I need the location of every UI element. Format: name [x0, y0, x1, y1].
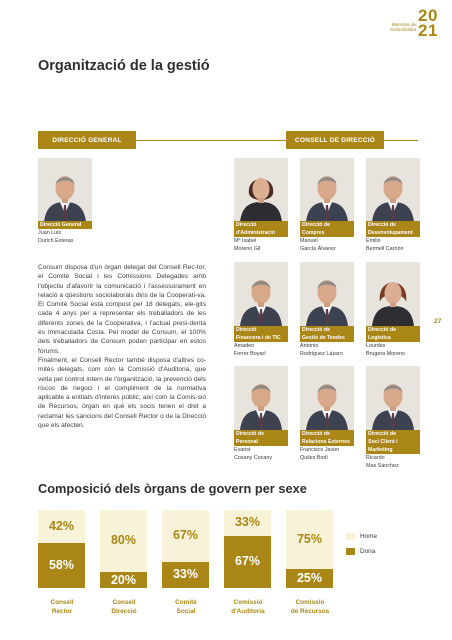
person-name — [300, 342, 343, 358]
role-label: Direcció de — [234, 430, 288, 438]
bar-stack — [38, 510, 85, 588]
legend-home — [346, 533, 377, 540]
person-name — [234, 237, 260, 253]
portrait-juan-luis-durich — [38, 158, 92, 222]
report-year-bottom: 21 — [418, 21, 438, 40]
portrait-emilio-bermell — [366, 158, 420, 222]
x-axis-label: Comitè Social — [175, 599, 197, 615]
person-name — [234, 446, 272, 462]
x-axis-label: Comissió de Recursos — [290, 599, 330, 615]
person-first-name: Evarist — [234, 447, 251, 453]
chart-title: Composició dels òrgans de govern per sexe — [38, 481, 307, 496]
role-label: Direcció — [234, 221, 288, 229]
role-label: Desenvolupament — [366, 229, 420, 237]
person-first-name: Emilio — [366, 238, 381, 244]
page-number: 27 — [434, 318, 442, 325]
person-last-name: Bermell Carrión — [366, 246, 404, 252]
gender-composition-chart — [38, 510, 338, 615]
direccio-general-bar: DIRECCIÓ GENERAL — [38, 131, 136, 149]
legend-label-dona: Dona — [360, 548, 376, 555]
portrait-ricardo-mas — [366, 366, 420, 430]
role-label: Direcció de — [366, 430, 420, 438]
role-label: Compres — [300, 229, 354, 237]
x-axis-label: Consell Direcció — [111, 599, 137, 615]
data-label-dona: 33% — [172, 567, 199, 581]
bar-stack — [100, 510, 147, 588]
role-label: Financera i de TIC — [234, 334, 288, 342]
x-axis-label: Consell Rector — [50, 599, 74, 615]
person-last-name: Cosany Cocany — [234, 455, 273, 461]
role-label: Direcció de — [300, 430, 354, 438]
paragraph-comites-delegats: Finalment, el Consell Rector també disposa d'altres co-mitès delegats, com són la Comissió d'Auditoria, que vetla pel control intern de l'organització, la prevenció dels riscos de negoci i el compliment de la normativa aplicable a entitats d'interés públic; així com la Comis-sió de Recursos, òrgan en què els socis tenen el dret a reclamar les sancions del Consell Rector o de la Direcció que els afecten. — [38, 357, 206, 430]
data-label-home: 33% — [234, 515, 261, 529]
data-label-home: 42% — [48, 518, 75, 533]
person-name — [38, 229, 73, 245]
portrait-amadeo-ferrer — [234, 262, 288, 326]
person-last-name: García Álvarez — [300, 246, 336, 252]
role-label: Direcció de — [366, 221, 420, 229]
portrait-lourdes-brugera — [366, 262, 420, 326]
paragraph-comite-social: Consum disposa d'un òrgan delegat del Consell Rec-tor, el Comitè Social i les Comissions Delegades amb l'objectiu d'afavorir la comunicació i l'assessorament en relació a qüestions sociolaborals dins de la Cooperati-va. El Comitè Social està compost per 18 delegats, ele-gits cada 4 anys per a representar els treballadors de les diferents zones de la Cooperativa, i l'actual presi-denta és Immaculada Costa. Pel model de Consum, el 100% dels treballadors de Consum poden participar en estos fòrums. — [38, 264, 206, 355]
role-label: Gestió de Tendes — [300, 334, 354, 342]
role-label: Direcció de — [300, 221, 354, 229]
person-first-name: Ricardo — [366, 455, 385, 461]
person-name — [234, 342, 266, 358]
person-first-name: Francisco Javier — [300, 447, 340, 453]
role-label: Soci Client i — [366, 438, 420, 446]
x-axis-label: Comissió d'Auditoria — [231, 599, 265, 615]
legend-label-home: Home — [360, 533, 378, 540]
data-label-dona: 58% — [48, 557, 75, 572]
role-label: Direcció General — [38, 221, 92, 229]
person-last-name: Quiles Bodí — [300, 455, 328, 461]
person-first-name: Antonio — [300, 343, 319, 349]
role-label: Direcció — [234, 326, 288, 334]
role-label: d'Administració — [234, 229, 288, 237]
person-name — [300, 237, 336, 253]
person-last-name: Durich Esteras — [38, 238, 74, 244]
data-label-home: 75% — [296, 531, 323, 546]
report-year-top: 20 — [418, 6, 438, 25]
portrait-isabel-moreno — [234, 158, 288, 222]
role-label: Direcció de — [300, 326, 354, 334]
person-last-name: Ferrer Boyarí — [234, 351, 266, 357]
person-last-name: Rodríguez Lázaro — [300, 351, 343, 357]
person-name — [366, 342, 405, 358]
person-last-name: Moreno Gil — [234, 246, 261, 252]
role-label: Marketing — [366, 446, 420, 454]
role-label: Logística — [366, 334, 420, 342]
data-label-dona: 67% — [234, 554, 261, 568]
consell-direccio-bar: CONSELL DE DIRECCIÓ — [286, 131, 384, 149]
portrait-antonio-rodriguez — [300, 262, 354, 326]
portrait-manuel-garcia — [300, 158, 354, 222]
portrait-evarist-cosany — [234, 366, 288, 430]
data-label-home: 80% — [110, 533, 137, 547]
person-name — [366, 237, 403, 253]
person-name — [366, 454, 399, 470]
bar-stack — [224, 510, 271, 588]
person-name — [300, 446, 339, 462]
person-last-name: Brugera Moreno — [366, 351, 405, 357]
data-label-dona: 25% — [296, 570, 323, 585]
bar-stack — [162, 510, 209, 588]
report-label-line2: Sostenibilitat — [389, 27, 416, 33]
person-first-name: Lourdes — [366, 343, 386, 349]
legend-swatch-dona — [346, 548, 355, 555]
report-year — [418, 8, 438, 38]
portrait-francisco-quiles — [300, 366, 354, 430]
person-first-name: Juan Luis — [38, 230, 62, 236]
role-label: Direcció de — [366, 326, 420, 334]
data-label-dona: 20% — [110, 573, 137, 587]
person-last-name: Mas Sánchez — [366, 463, 399, 469]
person-first-name: Manuel — [300, 238, 318, 244]
role-label: Relacions Externes — [300, 438, 354, 446]
bar-stack — [286, 510, 333, 588]
report-label-line1: Memòria de — [391, 22, 416, 27]
role-label: Personal — [234, 438, 288, 446]
legend-swatch-home — [346, 533, 355, 540]
page-title: Organització de la gestió — [38, 58, 210, 74]
person-first-name: Amadeo — [234, 343, 255, 349]
report-label — [384, 22, 416, 33]
legend-dona — [346, 548, 375, 555]
data-label-home: 67% — [172, 528, 199, 542]
person-first-name: Mª Isabel — [234, 238, 257, 244]
